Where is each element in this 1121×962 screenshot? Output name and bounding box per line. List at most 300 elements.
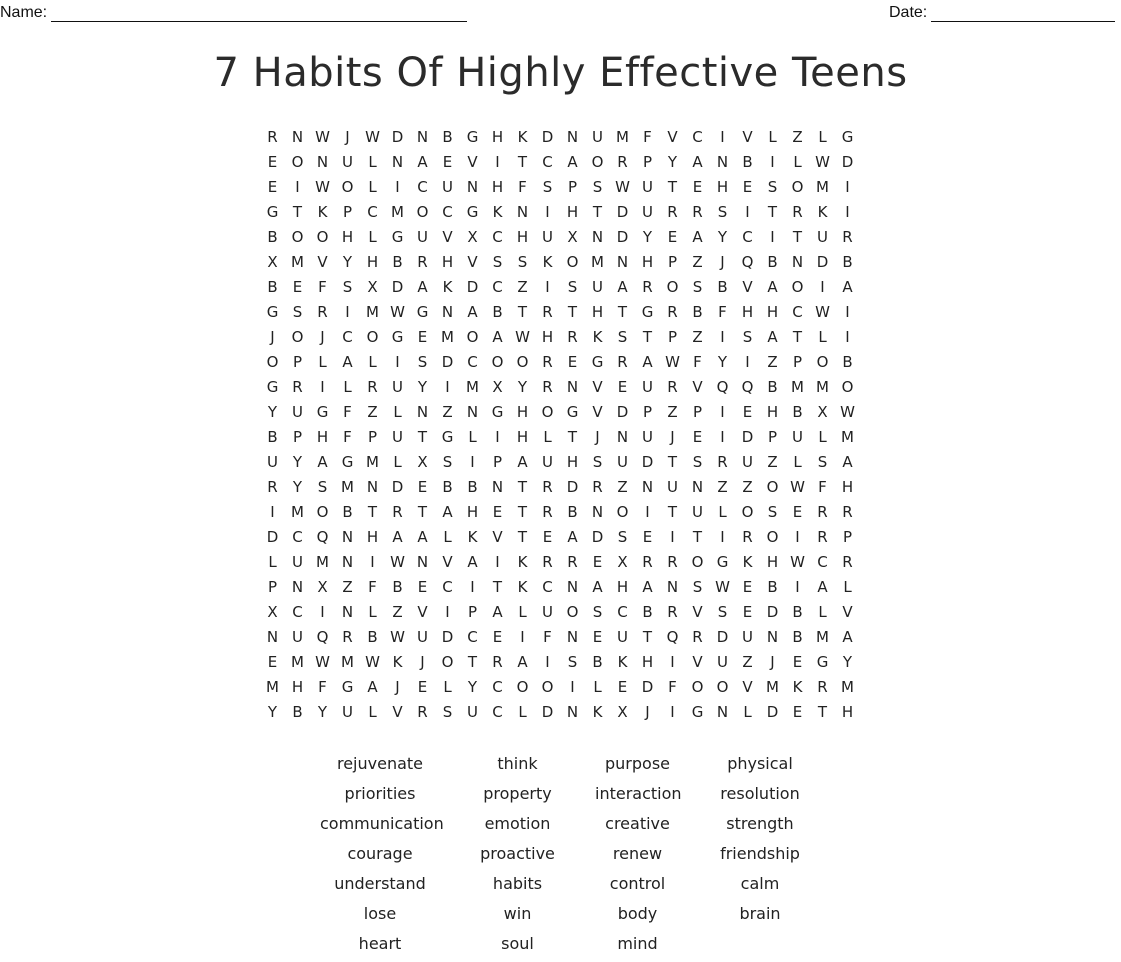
grid-letter[interactable]: A — [492, 327, 503, 346]
grid-letter[interactable]: W — [515, 327, 530, 346]
grid-letter[interactable]: R — [542, 477, 553, 496]
grid-letter[interactable]: T — [817, 702, 828, 721]
grid-letter[interactable]: E — [742, 602, 753, 621]
grid-letter[interactable]: B — [792, 402, 803, 421]
grid-letter[interactable]: K — [492, 202, 503, 221]
grid-letter[interactable]: U — [817, 227, 828, 246]
grid-letter[interactable]: M — [591, 252, 604, 271]
grid-letter[interactable]: Q — [741, 377, 754, 396]
grid-letter[interactable]: I — [845, 202, 850, 221]
grid-letter[interactable]: I — [670, 527, 675, 546]
grid-letter[interactable]: W — [840, 402, 855, 421]
grid-letter[interactable]: M — [341, 477, 354, 496]
grid-letter[interactable]: O — [791, 177, 804, 196]
grid-letter[interactable]: C — [542, 152, 553, 171]
grid-letter[interactable]: I — [345, 302, 350, 321]
grid-letter[interactable]: B — [267, 427, 278, 446]
grid-letter[interactable]: U — [642, 377, 653, 396]
grid-letter[interactable]: E — [642, 527, 653, 546]
grid-letter[interactable]: D — [616, 402, 629, 421]
grid-letter[interactable]: U — [342, 152, 353, 171]
grid-letter[interactable]: O — [566, 602, 579, 621]
grid-letter[interactable]: N — [291, 577, 304, 596]
grid-letter[interactable]: L — [768, 127, 777, 146]
grid-letter[interactable]: K — [617, 652, 628, 671]
grid-letter[interactable]: N — [466, 177, 479, 196]
grid-letter[interactable]: O — [766, 477, 779, 496]
grid-letter[interactable]: V — [742, 677, 753, 696]
grid-letter[interactable]: C — [492, 227, 503, 246]
grid-letter[interactable]: H — [491, 177, 504, 196]
grid-letter[interactable]: O — [691, 552, 704, 571]
grid-letter[interactable]: H — [441, 252, 454, 271]
grid-letter[interactable]: O — [541, 402, 554, 421]
grid-letter[interactable]: P — [692, 402, 703, 421]
grid-letter[interactable]: I — [845, 327, 850, 346]
grid-letter[interactable]: D — [541, 127, 554, 146]
grid-letter[interactable]: E — [417, 577, 428, 596]
grid-letter[interactable]: I — [720, 127, 725, 146]
grid-letter[interactable]: O — [291, 152, 304, 171]
grid-letter[interactable]: S — [592, 452, 603, 471]
grid-letter[interactable]: A — [642, 352, 653, 371]
grid-letter[interactable]: Z — [667, 402, 678, 421]
grid-letter[interactable]: C — [417, 177, 428, 196]
grid-letter[interactable]: U — [392, 377, 403, 396]
grid-letter[interactable]: G — [416, 302, 429, 321]
grid-letter[interactable]: U — [667, 477, 678, 496]
grid-letter[interactable]: M — [816, 627, 829, 646]
grid-letter[interactable]: A — [642, 577, 653, 596]
grid-letter[interactable]: D — [541, 702, 554, 721]
grid-letter[interactable]: N — [441, 302, 454, 321]
grid-letter[interactable]: L — [368, 352, 377, 371]
grid-letter[interactable]: C — [492, 277, 503, 296]
grid-letter[interactable]: Q — [316, 627, 329, 646]
grid-letter[interactable]: Y — [267, 702, 278, 721]
grid-letter[interactable]: G — [266, 377, 279, 396]
grid-letter[interactable]: T — [467, 652, 478, 671]
grid-letter[interactable]: K — [742, 552, 753, 571]
grid-letter[interactable]: Z — [692, 327, 703, 346]
grid-letter[interactable]: R — [692, 627, 703, 646]
grid-letter[interactable]: I — [445, 377, 450, 396]
grid-letter[interactable]: K — [817, 202, 828, 221]
grid-letter[interactable]: Y — [667, 152, 678, 171]
grid-letter[interactable]: X — [267, 602, 278, 621]
grid-letter[interactable]: C — [692, 127, 703, 146]
grid-letter[interactable]: G — [716, 552, 729, 571]
grid-letter[interactable]: A — [692, 152, 703, 171]
grid-letter[interactable]: S — [542, 177, 553, 196]
grid-letter[interactable]: J — [670, 427, 675, 446]
grid-letter[interactable]: C — [442, 577, 453, 596]
grid-letter[interactable]: O — [666, 277, 679, 296]
grid-letter[interactable]: A — [842, 452, 853, 471]
grid-letter[interactable]: E — [267, 652, 278, 671]
grid-letter[interactable]: T — [517, 477, 528, 496]
grid-letter[interactable]: A — [367, 677, 378, 696]
grid-letter[interactable]: R — [342, 627, 353, 646]
grid-letter[interactable]: Y — [842, 652, 853, 671]
grid-letter[interactable]: R — [292, 377, 303, 396]
grid-letter[interactable]: H — [841, 702, 854, 721]
grid-letter[interactable]: Z — [392, 602, 403, 621]
grid-letter[interactable]: O — [716, 677, 729, 696]
grid-letter[interactable]: I — [745, 352, 750, 371]
grid-letter[interactable]: A — [517, 652, 528, 671]
grid-letter[interactable]: E — [742, 177, 753, 196]
grid-letter[interactable]: H — [291, 677, 304, 696]
grid-letter[interactable]: G — [816, 652, 829, 671]
grid-letter[interactable]: B — [692, 302, 703, 321]
grid-letter[interactable]: O — [491, 352, 504, 371]
grid-letter[interactable]: B — [267, 227, 278, 246]
grid-letter[interactable]: Y — [717, 227, 728, 246]
grid-letter[interactable]: R — [567, 552, 578, 571]
grid-letter[interactable]: T — [617, 302, 628, 321]
grid-letter[interactable]: V — [742, 127, 753, 146]
grid-letter[interactable]: C — [817, 552, 828, 571]
grid-letter[interactable]: M — [766, 677, 779, 696]
grid-letter[interactable]: O — [441, 652, 454, 671]
grid-letter[interactable]: U — [467, 702, 478, 721]
grid-letter[interactable]: T — [667, 177, 678, 196]
grid-letter[interactable]: I — [720, 327, 725, 346]
grid-letter[interactable]: F — [343, 427, 352, 446]
grid-letter[interactable]: Z — [442, 402, 453, 421]
grid-letter[interactable]: H — [366, 252, 379, 271]
grid-letter[interactable]: N — [416, 402, 429, 421]
grid-letter[interactable]: A — [417, 527, 428, 546]
grid-letter[interactable]: B — [392, 577, 403, 596]
grid-letter[interactable]: K — [592, 702, 603, 721]
grid-letter[interactable]: B — [367, 627, 378, 646]
grid-letter[interactable]: P — [267, 577, 278, 596]
grid-letter[interactable]: C — [292, 602, 303, 621]
grid-letter[interactable]: J — [645, 702, 650, 721]
grid-letter[interactable]: M — [266, 677, 279, 696]
grid-letter[interactable]: D — [466, 277, 479, 296]
grid-letter[interactable]: O — [816, 352, 829, 371]
grid-letter[interactable]: K — [592, 327, 603, 346]
grid-letter[interactable]: U — [542, 452, 553, 471]
grid-letter[interactable]: O — [766, 527, 779, 546]
grid-letter[interactable]: U — [592, 277, 603, 296]
grid-letter[interactable]: R — [817, 527, 828, 546]
grid-letter[interactable]: S — [317, 477, 328, 496]
grid-letter[interactable]: A — [567, 152, 578, 171]
grid-letter[interactable]: Z — [342, 577, 353, 596]
grid-letter[interactable]: S — [492, 252, 503, 271]
grid-letter[interactable]: P — [642, 152, 653, 171]
grid-letter[interactable]: X — [267, 252, 278, 271]
grid-letter[interactable]: C — [792, 302, 803, 321]
grid-letter[interactable]: T — [667, 452, 678, 471]
grid-letter[interactable]: R — [667, 302, 678, 321]
grid-letter[interactable]: E — [617, 377, 628, 396]
grid-letter[interactable]: T — [792, 327, 803, 346]
grid-letter[interactable]: K — [517, 577, 528, 596]
grid-letter[interactable]: H — [516, 427, 529, 446]
grid-letter[interactable]: B — [267, 277, 278, 296]
grid-letter[interactable]: P — [842, 527, 853, 546]
grid-letter[interactable]: N — [266, 627, 279, 646]
grid-letter[interactable]: S — [442, 702, 453, 721]
grid-letter[interactable]: P — [667, 252, 678, 271]
grid-letter[interactable]: N — [716, 702, 729, 721]
grid-letter[interactable]: N — [466, 402, 479, 421]
grid-letter[interactable]: I — [820, 277, 825, 296]
grid-letter[interactable]: F — [318, 277, 327, 296]
grid-letter[interactable]: I — [845, 177, 850, 196]
grid-letter[interactable]: N — [566, 127, 579, 146]
grid-letter[interactable]: L — [343, 377, 352, 396]
grid-letter[interactable]: T — [642, 627, 653, 646]
grid-letter[interactable]: H — [491, 127, 504, 146]
grid-letter[interactable]: W — [715, 577, 730, 596]
grid-letter[interactable]: U — [342, 702, 353, 721]
grid-letter[interactable]: M — [841, 677, 854, 696]
grid-letter[interactable]: A — [592, 577, 603, 596]
grid-letter[interactable]: I — [495, 427, 500, 446]
grid-letter[interactable]: A — [692, 227, 703, 246]
grid-letter[interactable]: X — [617, 552, 628, 571]
grid-letter[interactable]: H — [766, 402, 779, 421]
grid-letter[interactable]: H — [641, 652, 654, 671]
grid-letter[interactable]: X — [567, 227, 578, 246]
grid-letter[interactable]: B — [442, 127, 453, 146]
grid-letter[interactable]: G — [691, 702, 704, 721]
grid-letter[interactable]: A — [417, 277, 428, 296]
grid-letter[interactable]: D — [391, 277, 404, 296]
grid-letter[interactable]: L — [393, 452, 402, 471]
grid-letter[interactable]: R — [617, 152, 628, 171]
grid-letter[interactable]: R — [642, 277, 653, 296]
grid-letter[interactable]: I — [370, 552, 375, 571]
grid-letter[interactable]: S — [717, 202, 728, 221]
grid-letter[interactable]: R — [367, 377, 378, 396]
grid-letter[interactable]: E — [417, 327, 428, 346]
grid-letter[interactable]: L — [393, 402, 402, 421]
grid-letter[interactable]: E — [792, 702, 803, 721]
grid-letter[interactable]: K — [467, 527, 478, 546]
grid-letter[interactable]: O — [541, 677, 554, 696]
grid-letter[interactable]: R — [417, 702, 428, 721]
grid-letter[interactable]: T — [517, 152, 528, 171]
grid-letter[interactable]: O — [316, 502, 329, 521]
grid-letter[interactable]: A — [492, 602, 503, 621]
grid-letter[interactable]: R — [267, 127, 278, 146]
grid-letter[interactable]: I — [845, 302, 850, 321]
grid-letter[interactable]: O — [266, 352, 279, 371]
grid-letter[interactable]: R — [592, 477, 603, 496]
grid-letter[interactable]: N — [616, 427, 629, 446]
grid-letter[interactable]: L — [268, 552, 277, 571]
grid-letter[interactable]: T — [517, 527, 528, 546]
grid-letter[interactable]: H — [641, 252, 654, 271]
grid-letter[interactable]: Z — [717, 477, 728, 496]
grid-letter[interactable]: N — [291, 127, 304, 146]
grid-letter[interactable]: A — [842, 277, 853, 296]
grid-letter[interactable]: V — [592, 377, 603, 396]
grid-letter[interactable]: Q — [716, 377, 729, 396]
grid-letter[interactable]: C — [617, 602, 628, 621]
grid-letter[interactable]: W — [315, 127, 330, 146]
grid-letter[interactable]: W — [815, 302, 830, 321]
grid-letter[interactable]: O — [566, 252, 579, 271]
grid-letter[interactable]: B — [467, 477, 478, 496]
grid-letter[interactable]: H — [591, 302, 604, 321]
grid-letter[interactable]: H — [366, 527, 379, 546]
grid-letter[interactable]: R — [792, 202, 803, 221]
grid-letter[interactable]: D — [616, 202, 629, 221]
grid-letter[interactable]: B — [742, 152, 753, 171]
grid-letter[interactable]: H — [566, 452, 579, 471]
grid-letter[interactable]: R — [317, 302, 328, 321]
grid-letter[interactable]: D — [591, 527, 604, 546]
grid-letter[interactable]: H — [341, 227, 354, 246]
grid-letter[interactable]: Z — [742, 652, 753, 671]
grid-letter[interactable]: I — [295, 177, 300, 196]
grid-letter[interactable]: G — [341, 677, 354, 696]
grid-letter[interactable]: M — [441, 327, 454, 346]
grid-letter[interactable]: G — [591, 352, 604, 371]
grid-letter[interactable]: J — [320, 327, 325, 346]
grid-letter[interactable]: I — [570, 677, 575, 696]
grid-letter[interactable]: C — [542, 577, 553, 596]
grid-letter[interactable]: L — [318, 352, 327, 371]
grid-letter[interactable]: G — [841, 127, 854, 146]
grid-letter[interactable]: H — [516, 227, 529, 246]
grid-letter[interactable]: R — [617, 352, 628, 371]
grid-letter[interactable]: K — [442, 277, 453, 296]
grid-letter[interactable]: Z — [692, 252, 703, 271]
grid-letter[interactable]: L — [368, 702, 377, 721]
grid-letter[interactable]: M — [341, 652, 354, 671]
grid-letter[interactable]: Y — [717, 352, 728, 371]
grid-letter[interactable]: P — [342, 202, 353, 221]
grid-letter[interactable]: R — [542, 552, 553, 571]
grid-letter[interactable]: F — [368, 577, 377, 596]
grid-letter[interactable]: B — [767, 252, 778, 271]
grid-letter[interactable]: R — [842, 227, 853, 246]
grid-letter[interactable]: H — [716, 177, 729, 196]
grid-letter[interactable]: L — [743, 702, 752, 721]
grid-letter[interactable]: G — [391, 227, 404, 246]
grid-letter[interactable]: D — [391, 127, 404, 146]
grid-letter[interactable]: V — [692, 377, 703, 396]
grid-letter[interactable]: I — [470, 577, 475, 596]
grid-letter[interactable]: V — [842, 602, 853, 621]
grid-letter[interactable]: E — [742, 577, 753, 596]
grid-letter[interactable]: U — [417, 227, 428, 246]
grid-letter[interactable]: R — [492, 652, 503, 671]
grid-letter[interactable]: B — [492, 302, 503, 321]
grid-letter[interactable]: D — [641, 452, 654, 471]
grid-letter[interactable]: A — [392, 527, 403, 546]
grid-letter[interactable]: N — [566, 377, 579, 396]
grid-letter[interactable]: Z — [617, 477, 628, 496]
grid-letter[interactable]: N — [416, 552, 429, 571]
grid-letter[interactable]: W — [315, 177, 330, 196]
grid-letter[interactable]: U — [592, 127, 603, 146]
grid-letter[interactable]: A — [342, 352, 353, 371]
grid-letter[interactable]: G — [266, 202, 279, 221]
grid-letter[interactable]: W — [315, 652, 330, 671]
grid-letter[interactable]: U — [392, 427, 403, 446]
grid-letter[interactable]: X — [417, 452, 428, 471]
grid-letter[interactable]: N — [491, 477, 504, 496]
grid-letter[interactable]: A — [767, 327, 778, 346]
grid-letter[interactable]: E — [492, 627, 503, 646]
grid-letter[interactable]: O — [291, 227, 304, 246]
grid-letter[interactable]: T — [642, 327, 653, 346]
grid-letter[interactable]: F — [518, 177, 527, 196]
grid-letter[interactable]: A — [467, 302, 478, 321]
grid-letter[interactable]: Z — [742, 477, 753, 496]
grid-letter[interactable]: L — [368, 602, 377, 621]
grid-letter[interactable]: G — [341, 452, 354, 471]
grid-letter[interactable]: T — [567, 427, 578, 446]
grid-letter[interactable]: B — [717, 277, 728, 296]
grid-letter[interactable]: G — [566, 402, 579, 421]
grid-letter[interactable]: D — [766, 602, 779, 621]
grid-letter[interactable]: O — [841, 377, 854, 396]
grid-letter[interactable]: P — [642, 402, 653, 421]
grid-letter[interactable]: S — [442, 452, 453, 471]
grid-letter[interactable]: A — [617, 277, 628, 296]
grid-letter[interactable]: P — [292, 427, 303, 446]
grid-letter[interactable]: E — [617, 677, 628, 696]
grid-letter[interactable]: H — [316, 427, 329, 446]
grid-letter[interactable]: R — [542, 352, 553, 371]
grid-letter[interactable]: T — [417, 502, 428, 521]
grid-letter[interactable]: K — [517, 552, 528, 571]
grid-letter[interactable]: S — [617, 527, 628, 546]
grid-letter[interactable]: T — [792, 227, 803, 246]
grid-letter[interactable]: E — [742, 402, 753, 421]
grid-letter[interactable]: V — [442, 227, 453, 246]
grid-letter[interactable]: W — [390, 552, 405, 571]
grid-letter[interactable]: L — [793, 152, 802, 171]
grid-letter[interactable]: U — [617, 627, 628, 646]
grid-letter[interactable]: I — [395, 352, 400, 371]
grid-letter[interactable]: P — [767, 427, 778, 446]
grid-letter[interactable]: M — [616, 127, 629, 146]
grid-letter[interactable]: M — [291, 652, 304, 671]
grid-letter[interactable]: L — [518, 602, 527, 621]
grid-letter[interactable]: V — [442, 552, 453, 571]
grid-letter[interactable]: O — [341, 177, 354, 196]
grid-letter[interactable]: A — [817, 577, 828, 596]
grid-letter[interactable]: B — [792, 627, 803, 646]
name-field[interactable] — [0, 4, 467, 22]
grid-letter[interactable]: W — [665, 352, 680, 371]
grid-letter[interactable]: Z — [767, 352, 778, 371]
grid-letter[interactable]: E — [692, 427, 703, 446]
grid-letter[interactable]: U — [417, 627, 428, 646]
grid-letter[interactable]: H — [766, 552, 779, 571]
grid-letter[interactable]: U — [542, 602, 553, 621]
grid-letter[interactable]: R — [667, 377, 678, 396]
grid-letter[interactable]: K — [542, 252, 553, 271]
grid-letter[interactable]: S — [617, 327, 628, 346]
grid-letter[interactable]: O — [316, 227, 329, 246]
grid-letter[interactable]: Z — [767, 452, 778, 471]
grid-letter[interactable]: Y — [517, 377, 528, 396]
grid-letter[interactable]: S — [692, 577, 703, 596]
